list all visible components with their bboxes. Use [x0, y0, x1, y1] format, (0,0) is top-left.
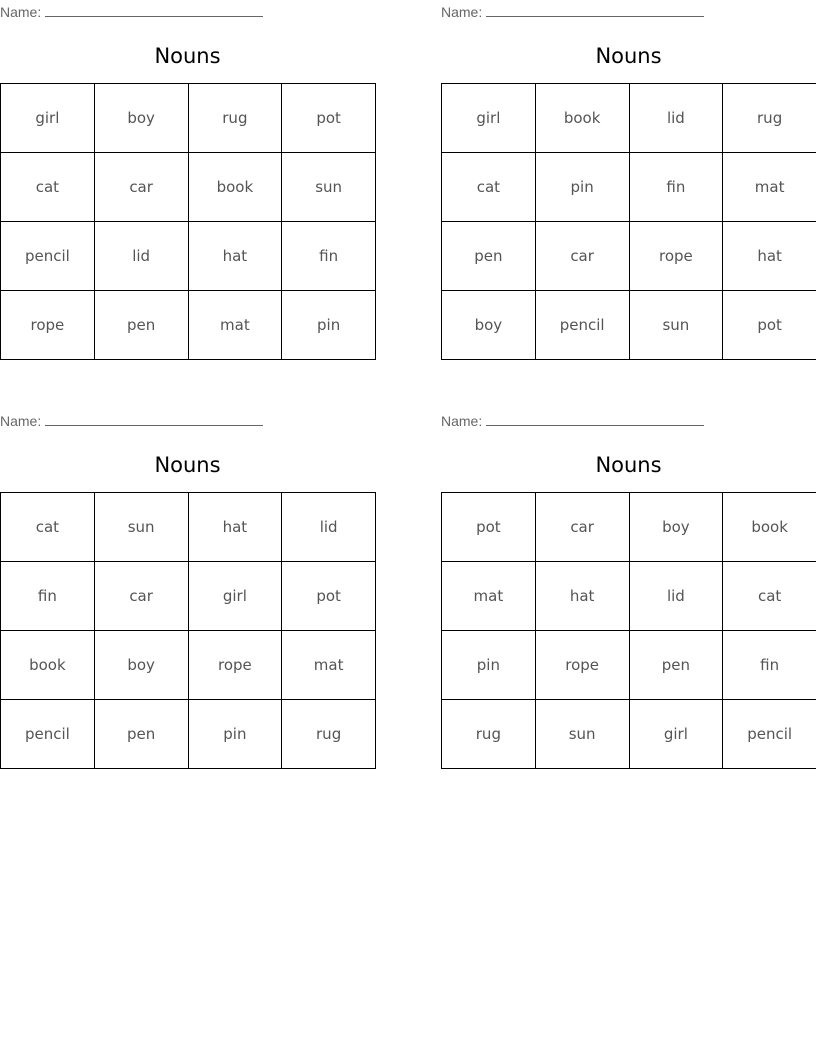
grid-row: [1, 222, 376, 291]
grid-cell: pen: [94, 700, 188, 769]
grid-cell: pencil: [1, 222, 95, 291]
grid-cell: mat: [723, 153, 816, 222]
grid-cell: pen: [629, 631, 723, 700]
grid-cell: hat: [723, 222, 816, 291]
grid-cell: lid: [629, 84, 723, 153]
grid-row: [442, 291, 816, 360]
grid-cell: pin: [442, 631, 536, 700]
name-write-line: [45, 411, 263, 426]
grid-cell: fin: [282, 222, 376, 291]
grid-row: [442, 562, 816, 631]
grid-cell: car: [535, 493, 629, 562]
grid-cell: fin: [723, 631, 816, 700]
grid-cell: book: [188, 153, 282, 222]
name-field: [441, 2, 704, 20]
grid-row: [1, 562, 376, 631]
name-label: Name:: [0, 413, 42, 429]
grid-cell: hat: [188, 222, 282, 291]
grid-row: [1, 631, 376, 700]
grid-cell: mat: [282, 631, 376, 700]
grid-cell: rug: [282, 700, 376, 769]
grid-cell: girl: [1, 84, 95, 153]
grid-cell: car: [535, 222, 629, 291]
grid-cell: cat: [442, 153, 536, 222]
grid-cell: boy: [442, 291, 536, 360]
grid-cell: boy: [94, 631, 188, 700]
grid-row: [442, 153, 816, 222]
grid-cell: rug: [442, 700, 536, 769]
grid-cell: lid: [94, 222, 188, 291]
grid-cell: rope: [629, 222, 723, 291]
grid-cell: rope: [535, 631, 629, 700]
grid-cell: fin: [1, 562, 95, 631]
grid-cell: cat: [723, 562, 816, 631]
grid-cell: sun: [282, 153, 376, 222]
grid-cell: mat: [442, 562, 536, 631]
grid-row: [1, 493, 376, 562]
card-title: Nouns: [595, 44, 662, 68]
grid-cell: book: [1, 631, 95, 700]
name-label: Name:: [441, 4, 483, 20]
name-field: [0, 2, 263, 20]
grid-row: [442, 222, 816, 291]
grid-cell: sun: [629, 291, 723, 360]
grid-cell: rope: [1, 291, 95, 360]
grid-cell: lid: [629, 562, 723, 631]
name-write-line: [45, 2, 263, 17]
bingo-grid: [0, 83, 376, 360]
grid-cell: sun: [535, 700, 629, 769]
grid-cell: pin: [282, 291, 376, 360]
grid-cell: book: [723, 493, 816, 562]
grid-cell: pot: [442, 493, 536, 562]
name-label: Name:: [441, 413, 483, 429]
grid-cell: lid: [282, 493, 376, 562]
grid-cell: pin: [188, 700, 282, 769]
grid-cell: rug: [723, 84, 816, 153]
grid-row: [1, 84, 376, 153]
grid-cell: pin: [535, 153, 629, 222]
grid-cell: cat: [1, 153, 95, 222]
bingo-grid: [0, 492, 376, 769]
grid-row: [1, 700, 376, 769]
grid-cell: mat: [188, 291, 282, 360]
grid-cell: pencil: [535, 291, 629, 360]
grid-cell: girl: [629, 700, 723, 769]
grid-cell: fin: [629, 153, 723, 222]
name-write-line: [486, 2, 704, 17]
grid-cell: boy: [94, 84, 188, 153]
grid-cell: sun: [94, 493, 188, 562]
grid-cell: book: [535, 84, 629, 153]
card-title: Nouns: [154, 44, 221, 68]
grid-cell: pot: [282, 562, 376, 631]
card-title: Nouns: [595, 453, 662, 477]
grid-cell: hat: [535, 562, 629, 631]
grid-cell: pencil: [723, 700, 816, 769]
grid-row: [442, 631, 816, 700]
grid-cell: cat: [1, 493, 95, 562]
grid-cell: car: [94, 153, 188, 222]
name-field: [0, 411, 263, 429]
grid-cell: pencil: [1, 700, 95, 769]
grid-row: [442, 493, 816, 562]
grid-row: [442, 84, 816, 153]
bingo-grid: [441, 492, 816, 769]
grid-row: [442, 700, 816, 769]
grid-cell: boy: [629, 493, 723, 562]
grid-cell: hat: [188, 493, 282, 562]
grid-cell: pot: [723, 291, 816, 360]
grid-cell: girl: [188, 562, 282, 631]
grid-cell: rug: [188, 84, 282, 153]
name-label: Name:: [0, 4, 42, 20]
grid-cell: pen: [442, 222, 536, 291]
grid-cell: pot: [282, 84, 376, 153]
grid-row: [1, 291, 376, 360]
grid-cell: girl: [442, 84, 536, 153]
grid-row: [1, 153, 376, 222]
bingo-grid: [441, 83, 816, 360]
grid-cell: car: [94, 562, 188, 631]
name-field: [441, 411, 704, 429]
grid-cell: rope: [188, 631, 282, 700]
grid-cell: pen: [94, 291, 188, 360]
name-write-line: [486, 411, 704, 426]
card-title: Nouns: [154, 453, 221, 477]
